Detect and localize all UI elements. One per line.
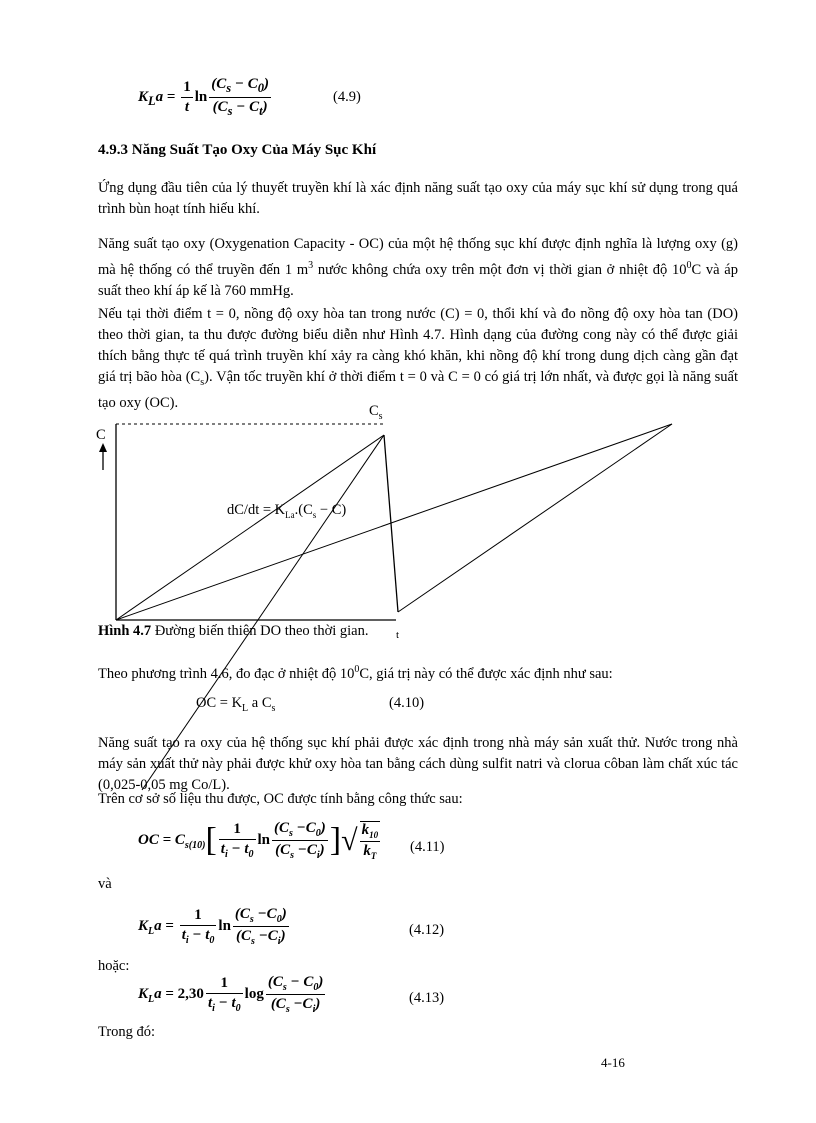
equation-4-9: $K_La$ = $\frac{1}{t}$ ln $\frac{(C_s - C_0)}{(C_s - C_t)}$	[138, 76, 269, 118]
figure-caption: Hình 4.7 Đường biến thiên DO theo thời gian.	[98, 623, 369, 639]
diagonal-line-1	[116, 435, 384, 620]
diagonal-line-3	[384, 435, 398, 612]
label-t-axis: t	[396, 629, 400, 641]
paragraph-3: Nếu tại thời điểm t = 0, nồng độ oxy hòa tan trong nước (C) = 0, thổi khí và đo nồng độ oxy hòa tan (DO) theo thời gian, ta thu được đường biểu diễn như Hình 4.7. Hình dạng của đường cong này có thể được giải thích bằng thực tế quá trình truyền khí xảy ra càng khó khăn, khi nồng độ khí trong dung dịch càng gần đạt giá trị bão hòa $(C_s)$. Vận tốc truyền khí ở thời điểm t = 0 và C = 0 có giá trị lớn nhất, và được gọi là năng suất tạo oxy (OC).	[98, 306, 738, 411]
text-va: và	[98, 876, 112, 892]
equation-4-11: OC = $C_{s(10)}$[ $\frac{1}{t_i - t_0}$ ln $\frac{(C_s -C_0)}{(C_s -C_i)}$ ]√ $\frac{k_{10}}{k_T}$	[138, 820, 379, 861]
paragraph-2: Năng suất tạo oxy (Oxygenation Capacity - OC) của một hệ thống sục khí được định nghĩa là lượng oxy (g) mà hệ thống có thể truyền đến 1 $m^3$ nước không chứa oxy trên một đơn vị thời gian ở nhiệt độ $10^0C$ và áp suất theo khí áp kế là 760 mmHg.	[98, 236, 738, 299]
c-arrow-head	[99, 443, 107, 452]
diagonal-line-4	[398, 424, 672, 612]
equation-number-4-13: (4.13)	[409, 990, 445, 1006]
text-trong-do: Trong đó:	[98, 1024, 156, 1040]
section-heading: 4.9.3 Năng Suất Tạo Oxy Của Máy Sục Khí	[98, 142, 377, 158]
equation-number-4-10: (4.10)	[389, 695, 425, 711]
label-cs: $C_s$	[369, 403, 383, 422]
page-number: 4-16	[601, 1055, 625, 1070]
diagonal-line-2	[116, 424, 672, 620]
label-rate-equation: $dC/dt = K_{La}.(C_s - C)$	[227, 502, 347, 520]
text-hoac: hoặc:	[98, 958, 130, 974]
equation-number-4-9: (4.9)	[333, 89, 361, 105]
equation-number-4-11: (4.11)	[410, 839, 445, 855]
equation-number-4-12: (4.12)	[409, 922, 445, 938]
equation-4-12: $K_La$ = $\frac{1}{t_i - t_0}$ ln $\frac{(C_s -C_0)}{(C_s -C_i)}$	[138, 906, 287, 947]
paragraph-4: Theo phương trình 4.6, đo đạc ở nhiệt độ $10^0C$, giá trị này có thể được xác định như sau:	[98, 664, 613, 682]
paragraph-5: Năng suất tạo ra oxy của hệ thống sục khí phải được xác định trong nhà máy sản xuất thử. Nước trong nhà máy sản xuất thử này phải được khử oxy hòa tan bằng cách dùng sulfit natri và clorua côban làm chất xúc tác (0,025-0,05 mg Co/L).	[98, 735, 738, 793]
label-c-axis: C	[96, 427, 106, 443]
paragraph-1: Ứng dụng đầu tiên của lý thuyết truyền khí là xác định năng suất tạo oxy của máy sục khí sử dụng trong quá trình bùn hoạt tính hiếu khí.	[98, 180, 738, 217]
equation-4-10: OC = $K_L$ a $C_s$	[196, 695, 276, 714]
equation-4-13: $K_La = 2,30$ $\frac{1}{t_i - t_0}$ log $\frac{(C_s - C_0)}{(C_s -C_i)}$	[138, 974, 324, 1015]
paragraph-6: Trên cơ sở số liệu thu được, OC được tính bằng công thức sau:	[98, 791, 463, 807]
